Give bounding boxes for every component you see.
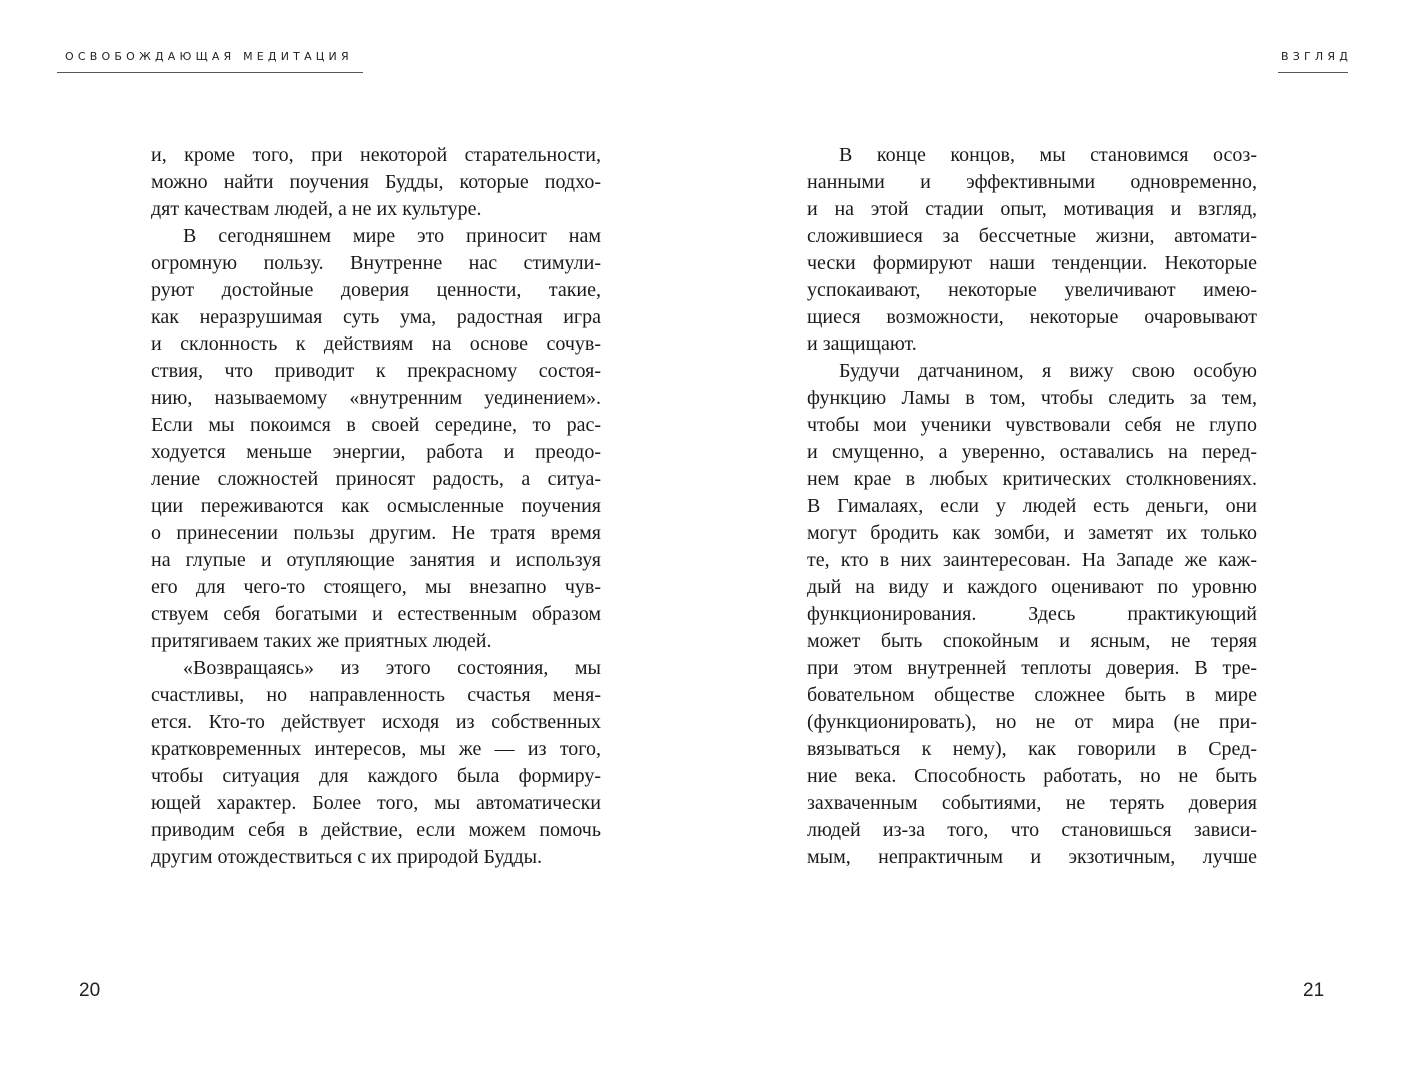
text-line: В конце концов, мы становимся осоз- [839, 144, 1257, 166]
paragraph [151, 142, 601, 223]
text-line: может быть спокойным и ясным, не теряя [807, 630, 1257, 652]
text-line: мым, непрактичным и экзотичным, лучше [807, 846, 1257, 868]
text-line: и на этой стадии опыт, мотивация и взгляд, [807, 198, 1257, 220]
text-line: ление сложностей приносят радость, а ситуа- [151, 468, 601, 490]
text-line: Если мы покоимся в своей середине, то рас- [151, 414, 601, 436]
text-line: ющей характер. Более того, мы автоматически [151, 792, 601, 814]
text-line: ние века. Способность работать, но не быть [807, 765, 1257, 787]
text-line: и смущенно, а уверенно, оставались на перед- [807, 441, 1257, 463]
text-line: ствия, что приводит к прекрасному состоя- [151, 360, 601, 382]
text-line: его для чего-то стоящего, мы внезапно чув- [151, 576, 601, 598]
right-running-head: ВЗГЛЯД [1280, 50, 1352, 63]
text-line: могут бродить как зомби, и заметят их только [807, 522, 1257, 544]
right-header-rule [1278, 72, 1348, 73]
text-line: о принесении пользы другим. Не тратя время [151, 522, 601, 544]
text-line: В Гималаях, если у людей есть деньги, они [807, 495, 1257, 517]
text-line: и, кроме того, при некоторой старательности, [151, 144, 601, 166]
text-line: сложившиеся за бессчетные жизни, автомати- [807, 225, 1257, 247]
text-line: нию, называемому «внутренним уединением». [151, 387, 601, 409]
text-line: руют достойные доверия ценности, такие, [151, 279, 601, 301]
left-running-head: ОСВОБОЖДАЮЩАЯ МЕДИТАЦИЯ [65, 50, 353, 63]
text-line: огромную пользу. Внутренне нас стимули- [151, 252, 601, 274]
text-line: приводим себя в действие, если можем помочь [151, 819, 601, 841]
text-line: ствуем себя богатыми и естественным образом [151, 603, 601, 625]
text-line: ции переживаются как осмысленные поучения [151, 495, 601, 517]
text-line: ется. Кто-то действует исходя из собственных [151, 711, 601, 733]
paragraph [807, 358, 1257, 871]
text-line: «Возвращаясь» из этого состояния, мы [183, 657, 601, 679]
text-line: дят качествам людей, а не их культуре. [151, 198, 482, 220]
text-line: вязываться к нему), как говорили в Сред- [807, 738, 1257, 760]
right-page-number: 21 [1303, 980, 1325, 1001]
text-line: чески формируют наши тенденции. Некоторые [807, 252, 1257, 274]
text-line: дый на виду и каждого оценивают по уровню [807, 576, 1257, 598]
text-line: Будучи датчанином, я вижу свою особую [839, 360, 1257, 382]
text-line: успокаивают, некоторые увеличивают имею- [807, 279, 1257, 301]
text-line: можно найти поучения Будды, которые подхо- [151, 171, 601, 193]
paragraph [151, 223, 601, 655]
text-line: и склонность к действиям на основе сочув- [151, 333, 601, 355]
left-body-text [151, 142, 601, 871]
text-line: другим отождествиться с их природой Будды. [151, 846, 543, 868]
text-line: функцию Ламы в том, чтобы следить за тем, [807, 387, 1257, 409]
text-line: нем крае в любых критических столкновениях. [807, 468, 1257, 490]
left-page-number: 20 [79, 980, 101, 1001]
text-line: счастливы, но направленность счастья меня- [151, 684, 601, 706]
text-line: В сегодняшнем мире это приносит нам [183, 225, 601, 247]
text-line: притягиваем таких же приятных людей. [151, 630, 492, 652]
right-body-text [807, 142, 1257, 871]
text-line: (функционировать), но не от мира (не при- [807, 711, 1257, 733]
text-line: при этом внутренней теплоты доверия. В тре- [807, 657, 1257, 679]
text-line: нанными и эффективными одновременно, [807, 171, 1257, 193]
text-line: людей из-за того, что становишься зависи- [807, 819, 1257, 841]
text-line: чтобы мои ученики чувствовали себя не глупо [807, 414, 1257, 436]
text-line: как неразрушимая суть ума, радостная игра [151, 306, 601, 328]
paragraph [151, 655, 601, 871]
text-line: те, кто в них заинтересован. На Западе же каж- [807, 549, 1257, 571]
text-line: функционирования. Здесь практикующий [807, 603, 1257, 625]
text-line: чтобы ситуация для каждого была формиру- [151, 765, 601, 787]
text-line: ходуется меньше энергии, работа и преодо- [151, 441, 601, 463]
left-header-rule [57, 72, 363, 73]
text-line: бовательном обществе сложнее быть в мире [807, 684, 1257, 706]
paragraph [807, 142, 1257, 358]
text-line: захваченным событиями, не терять доверия [807, 792, 1257, 814]
text-line: щиеся возможности, некоторые очаровывают [807, 306, 1257, 328]
text-line: на глупые и отупляющие занятия и используя [151, 549, 601, 571]
text-line: кратковременных интересов, мы же — из того, [151, 738, 601, 760]
text-line: и защищают. [807, 333, 917, 355]
